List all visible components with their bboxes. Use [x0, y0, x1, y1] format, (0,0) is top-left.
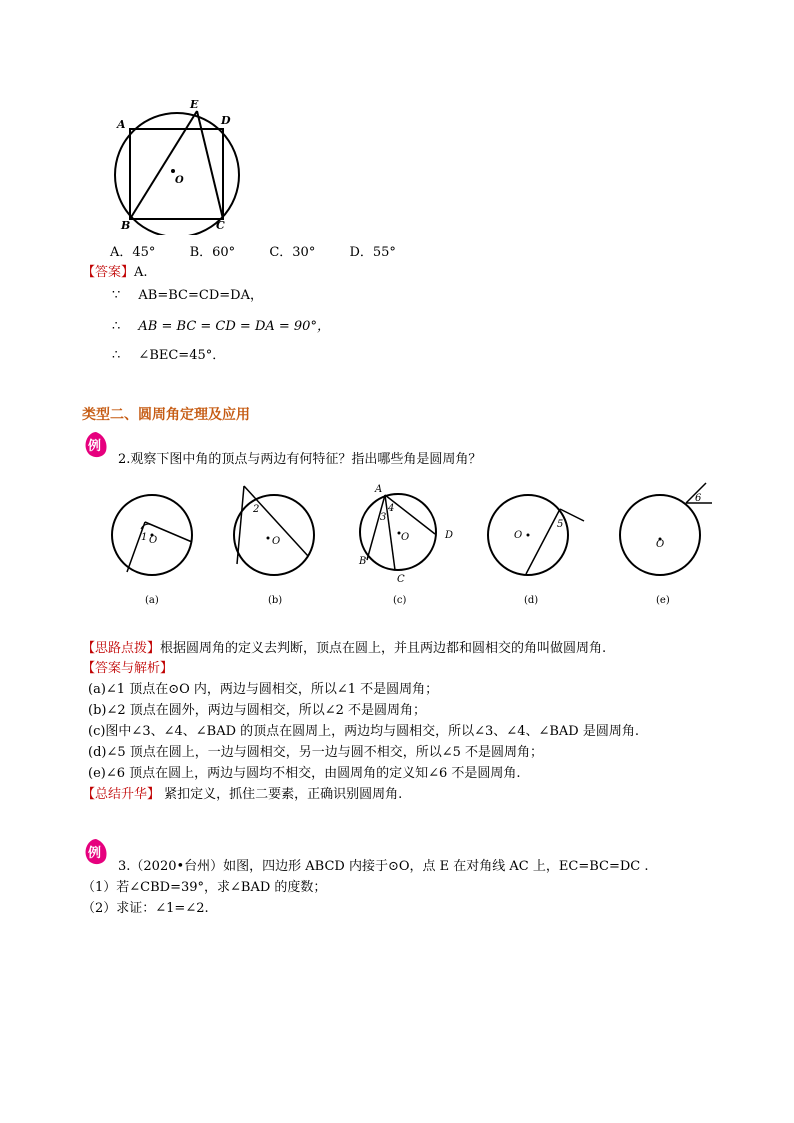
figure-square-in-circle	[105, 95, 255, 235]
fig-e-caption: (e)	[656, 595, 670, 606]
summary-tag: 【总结升华】	[82, 787, 161, 802]
fig-b-caption: (b)	[268, 595, 283, 606]
therefore-symbol-2: ∴	[112, 348, 121, 363]
q1-step2	[112, 318, 330, 336]
fig-c-pt-c: C	[397, 574, 405, 585]
fig-c-pt-b: B	[359, 556, 367, 567]
q2-hint	[82, 640, 606, 658]
step3-text: ∠BEC=45°．	[138, 348, 226, 363]
fig-c-caption: (c)	[393, 595, 407, 606]
analysis-line-d: (d)∠5 顶点在圆上，一边与圆相交，另一边与圆不相交，所以∠5 不是圆周角；	[88, 745, 544, 760]
fig-b-angle: 2	[253, 504, 260, 515]
label-o: O	[175, 175, 184, 186]
q3-part1: （1）若∠CBD=39°，求∠BAD 的度数；	[82, 880, 327, 895]
step2-text: AB = BC = CD = DA = 90°，	[138, 319, 330, 334]
hint-tag: 【思路点拨】	[82, 641, 161, 656]
summary-text: 紧扣定义，抓住二要素，正确识别圆周角.	[160, 787, 403, 802]
fig-c-angle-3: 3	[380, 512, 387, 523]
q2-figure-b	[228, 478, 328, 610]
label-e: E	[190, 98, 199, 111]
label-c: C	[216, 219, 225, 232]
fig-a-caption: (a)	[145, 595, 159, 606]
badge-char-1: 例	[88, 439, 102, 454]
badge-char-2: 例	[88, 846, 102, 861]
q1-step1	[112, 287, 263, 305]
fig-a-center: O	[149, 535, 158, 546]
analysis-line-e: (e)∠6 顶点在圆上，两边与圆均不相交，由圆周角的定义知∠6 不是圆周角.	[88, 766, 521, 781]
figure-segment-be	[130, 111, 197, 219]
fig-d-caption: (d)	[524, 595, 539, 606]
q1-answer	[82, 264, 148, 282]
q2-figure-d	[480, 485, 590, 610]
fig-b-center: O	[272, 536, 281, 547]
fig-c-angle-4: 4	[388, 503, 395, 514]
option-c: C．30°	[269, 245, 316, 260]
answer-value: A.	[134, 265, 148, 280]
fig-e-center: O	[656, 539, 665, 550]
answer-tag: 【答案】	[82, 265, 135, 280]
example-badge-1	[84, 431, 108, 459]
fig-d-center: O	[514, 530, 523, 541]
fig-c-pt-a: A	[375, 484, 383, 495]
because-symbol: ∵	[112, 288, 121, 303]
analysis-line-b: (b)∠2 顶点在圆外，两边与圆相交，所以∠2 不是圆周角；	[88, 703, 427, 718]
section-title: 类型二、圆周角定理及应用	[82, 407, 250, 423]
analysis-tag: 【答案与解析】	[82, 661, 174, 676]
fig-e-angle: 6	[695, 493, 702, 504]
q2-figure-c	[355, 480, 455, 610]
q2-summary	[82, 786, 402, 804]
q2-figure-e	[612, 475, 722, 610]
example-badge-2	[84, 838, 108, 866]
label-d: D	[221, 114, 231, 127]
fig-a-angle: 1	[141, 532, 148, 543]
step1-text: AB=BC=CD=DA，	[138, 288, 263, 303]
q2-question: 2.观察下图中角的顶点与两边有何特征？指出哪些角是圆周角？	[118, 452, 482, 467]
figure-circle	[115, 113, 239, 235]
hint-text: 根据圆周角的定义去判断，顶点在圆上，并且两边都和圆相交的角叫做圆周角.	[160, 641, 607, 656]
fig-c-pt-d: D	[445, 530, 454, 541]
fig-d-angle: 5	[557, 519, 564, 530]
label-b: B	[121, 219, 131, 232]
option-a: A．45°	[110, 245, 156, 260]
label-a: A	[117, 118, 126, 131]
fig-c-center: O	[401, 532, 410, 543]
q2-figure-a	[105, 485, 205, 610]
figure-center-dot	[171, 169, 175, 173]
q1-options	[110, 244, 426, 262]
figure-segment-ec	[197, 111, 223, 219]
therefore-symbol-1: ∴	[112, 319, 121, 334]
option-b: B．60°	[189, 245, 236, 260]
q3-question: 3.（2020•台州）如图，四边形 ABCD 内接于⊙O，点 E 在对角线 AC 上，EC=BC=DC .	[118, 859, 649, 874]
q3-part2: （2）求证：∠1=∠2.	[82, 901, 209, 916]
analysis-line-c: (c)图中∠3、∠4、∠BAD 的顶点在圆周上，两边均与圆相交，所以∠3、∠4、∠BAD 是圆周角.	[88, 724, 639, 739]
analysis-line-a: (a)∠1 顶点在⊙O 内，两边与圆相交，所以∠1 不是圆周角；	[88, 682, 439, 697]
option-d: D．55°	[349, 245, 396, 260]
q1-step3	[112, 347, 225, 365]
